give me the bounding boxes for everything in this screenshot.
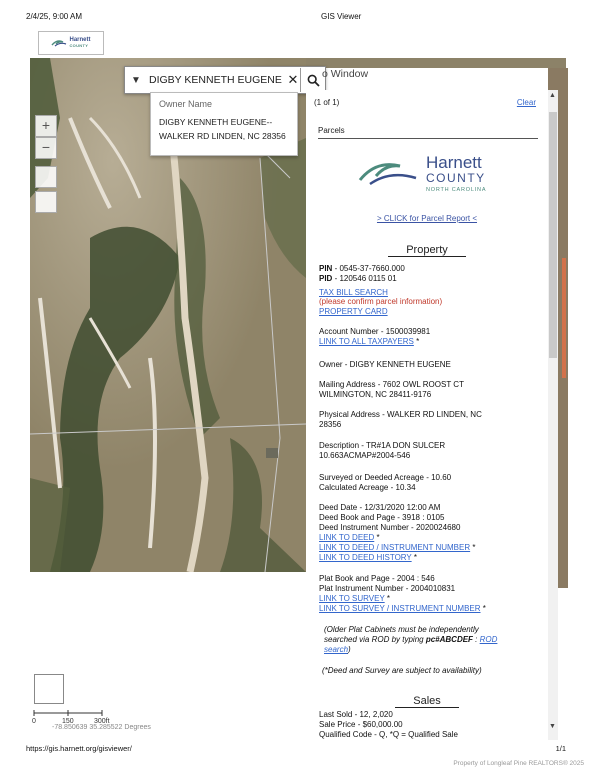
description-row-2: 10.663ACMAP#2004-546: [319, 451, 411, 460]
suggestion-header: Owner Name: [159, 99, 213, 109]
surveyed-acreage-row: Surveyed or Deeded Acreage - 10.60: [319, 473, 452, 482]
tax-note: (please confirm parcel information): [319, 297, 443, 306]
plat-book-row: Plat Book and Page - 2004 : 546: [319, 574, 435, 583]
parcel-report-link[interactable]: > CLICK for Parcel Report <: [376, 214, 478, 223]
qualified-code-row: Qualified Code - Q, *Q = Qualified Sale: [319, 730, 458, 739]
map-accent-strip: [562, 258, 566, 378]
deed-history-link-row: LINK TO DEED HISTORY *: [319, 553, 417, 562]
scale-label-0: 0: [32, 718, 36, 724]
scale-label-300: 300ft: [94, 718, 110, 724]
older-plat-note-2: searched via ROD by typing pc#ABCDEF : ROD: [324, 635, 498, 644]
deed-instrument-row: Deed Instrument Number - 2020024680: [319, 523, 461, 532]
deed-date-row: Deed Date - 12/31/2020 12:00 AM: [319, 503, 441, 512]
scale-label-150: 150: [62, 718, 74, 724]
physical-row: Physical Address - WALKER RD LINDEN, NC: [319, 410, 482, 419]
page-number: 1/1: [555, 744, 566, 753]
logo-state: NORTH CAROLINA: [426, 187, 487, 193]
print-title: GIS Viewer: [321, 12, 362, 21]
logo-name: Harnett: [426, 153, 482, 172]
plat-instrument-row: Plat Instrument Number - 2004010831: [319, 584, 456, 593]
zoom-in-button[interactable]: +: [35, 115, 57, 137]
link-deed-history[interactable]: LINK TO DEED HISTORY: [319, 553, 412, 562]
county-logo[interactable]: [38, 31, 104, 55]
account-row: Account Number - 1500039981: [319, 327, 431, 336]
rod-link[interactable]: ROD: [479, 635, 498, 644]
print-datetime: 2/4/25, 9:00 AM: [26, 12, 83, 21]
section-title: Parcels: [318, 126, 345, 135]
scroll-up-icon[interactable]: ▲: [549, 92, 556, 99]
property-card-link[interactable]: PROPERTY CARD: [319, 307, 388, 316]
scroll-down-icon[interactable]: ▼: [549, 723, 556, 730]
section-divider: [318, 138, 538, 139]
result-count: (1 of 1): [314, 98, 340, 107]
survey-link-row: LINK TO SURVEY *: [319, 594, 391, 603]
logo-county: COUNTY: [426, 171, 486, 185]
last-sold-row: Last Sold - 12, 2,020: [319, 710, 393, 719]
mailing-row-2: WILMINGTON, NC 28411-9176: [319, 390, 432, 399]
owner-row: Owner - DIGBY KENNETH EUGENE: [319, 360, 451, 369]
tax-bill-link[interactable]: TAX BILL SEARCH: [319, 288, 388, 297]
overview-map-button[interactable]: [34, 674, 64, 704]
logo-name: Harnett: [69, 37, 91, 43]
home-button[interactable]: [35, 166, 57, 188]
link-taxpayers[interactable]: LINK TO ALL TAXPAYERS: [319, 337, 414, 346]
map-coordinates: -78.850639 35.285522 Degrees: [52, 724, 151, 731]
pin-row: PIN - 0545-37-7660.000: [319, 264, 405, 273]
sales-heading: Sales: [306, 695, 548, 707]
info-window-title: o Window: [322, 68, 369, 80]
link-survey-instrument[interactable]: LINK TO SURVEY / INSTRUMENT NUMBER: [319, 604, 481, 613]
deed-inst-link-row: LINK TO DEED / INSTRUMENT NUMBER *: [319, 543, 476, 552]
property-heading: Property: [306, 244, 548, 256]
deed-survey-note: (*Deed and Survey are subject to availability): [322, 666, 482, 675]
link-survey[interactable]: LINK TO SURVEY: [319, 594, 385, 603]
search-bar: [124, 66, 326, 94]
link-deed[interactable]: LINK TO DEED: [319, 533, 375, 542]
scroll-thumb[interactable]: [549, 112, 557, 358]
logo-swoosh-icon: [51, 38, 67, 48]
older-plat-note: (Older Plat Cabinets must be independently: [324, 625, 479, 634]
search-icon: [307, 74, 320, 87]
pid-row: PID - 120546 0115 01: [319, 274, 397, 283]
older-plat-note-3: search): [324, 645, 351, 654]
locate-button[interactable]: [35, 191, 57, 213]
mailing-row: Mailing Address - 7602 OWL ROOST CT: [319, 380, 464, 389]
clear-link[interactable]: Clear: [516, 98, 536, 107]
print-url: https://gis.harnett.org/gisviewer/: [26, 744, 132, 753]
clear-search-icon[interactable]: ✕: [287, 72, 299, 87]
search-input[interactable]: [147, 74, 286, 86]
physical-row-2: 28356: [319, 420, 342, 429]
info-panel: [306, 90, 548, 738]
suggestion-item-detail[interactable]: WALKER RD LINDEN, NC 28356: [159, 131, 286, 141]
zoom-out-button[interactable]: −: [35, 137, 57, 159]
taxpayers-row: LINK TO ALL TAXPAYERS *: [319, 337, 420, 346]
search-source-dropdown[interactable]: ▼: [131, 74, 141, 86]
calculated-acreage-row: Calculated Acreage - 10.34: [319, 483, 416, 492]
watermark: Property of Longleaf Pine REALTORS® 2025: [453, 760, 584, 767]
rod-search-link[interactable]: search: [324, 645, 349, 654]
suggestion-item[interactable]: DIGBY KENNETH EUGENE--: [159, 117, 273, 127]
description-row: Description - TR#1A DON SULCER: [319, 441, 446, 450]
logo-text: [69, 37, 90, 49]
scale-bar-graphic: [32, 708, 112, 724]
info-scrollbar[interactable]: [548, 90, 558, 740]
search-suggestions: [150, 92, 298, 156]
deed-link-row: LINK TO DEED *: [319, 533, 380, 542]
deed-book-row: Deed Book and Page - 3918 : 0105: [319, 513, 445, 522]
harnett-county-logo: [356, 150, 498, 196]
sale-price-row: Sale Price - $60,000.00: [319, 720, 403, 729]
link-deed-instrument[interactable]: LINK TO DEED / INSTRUMENT NUMBER: [319, 543, 471, 552]
logo-sub: COUNTY: [69, 43, 89, 48]
survey-inst-link-row: LINK TO SURVEY / INSTRUMENT NUMBER *: [319, 604, 486, 613]
